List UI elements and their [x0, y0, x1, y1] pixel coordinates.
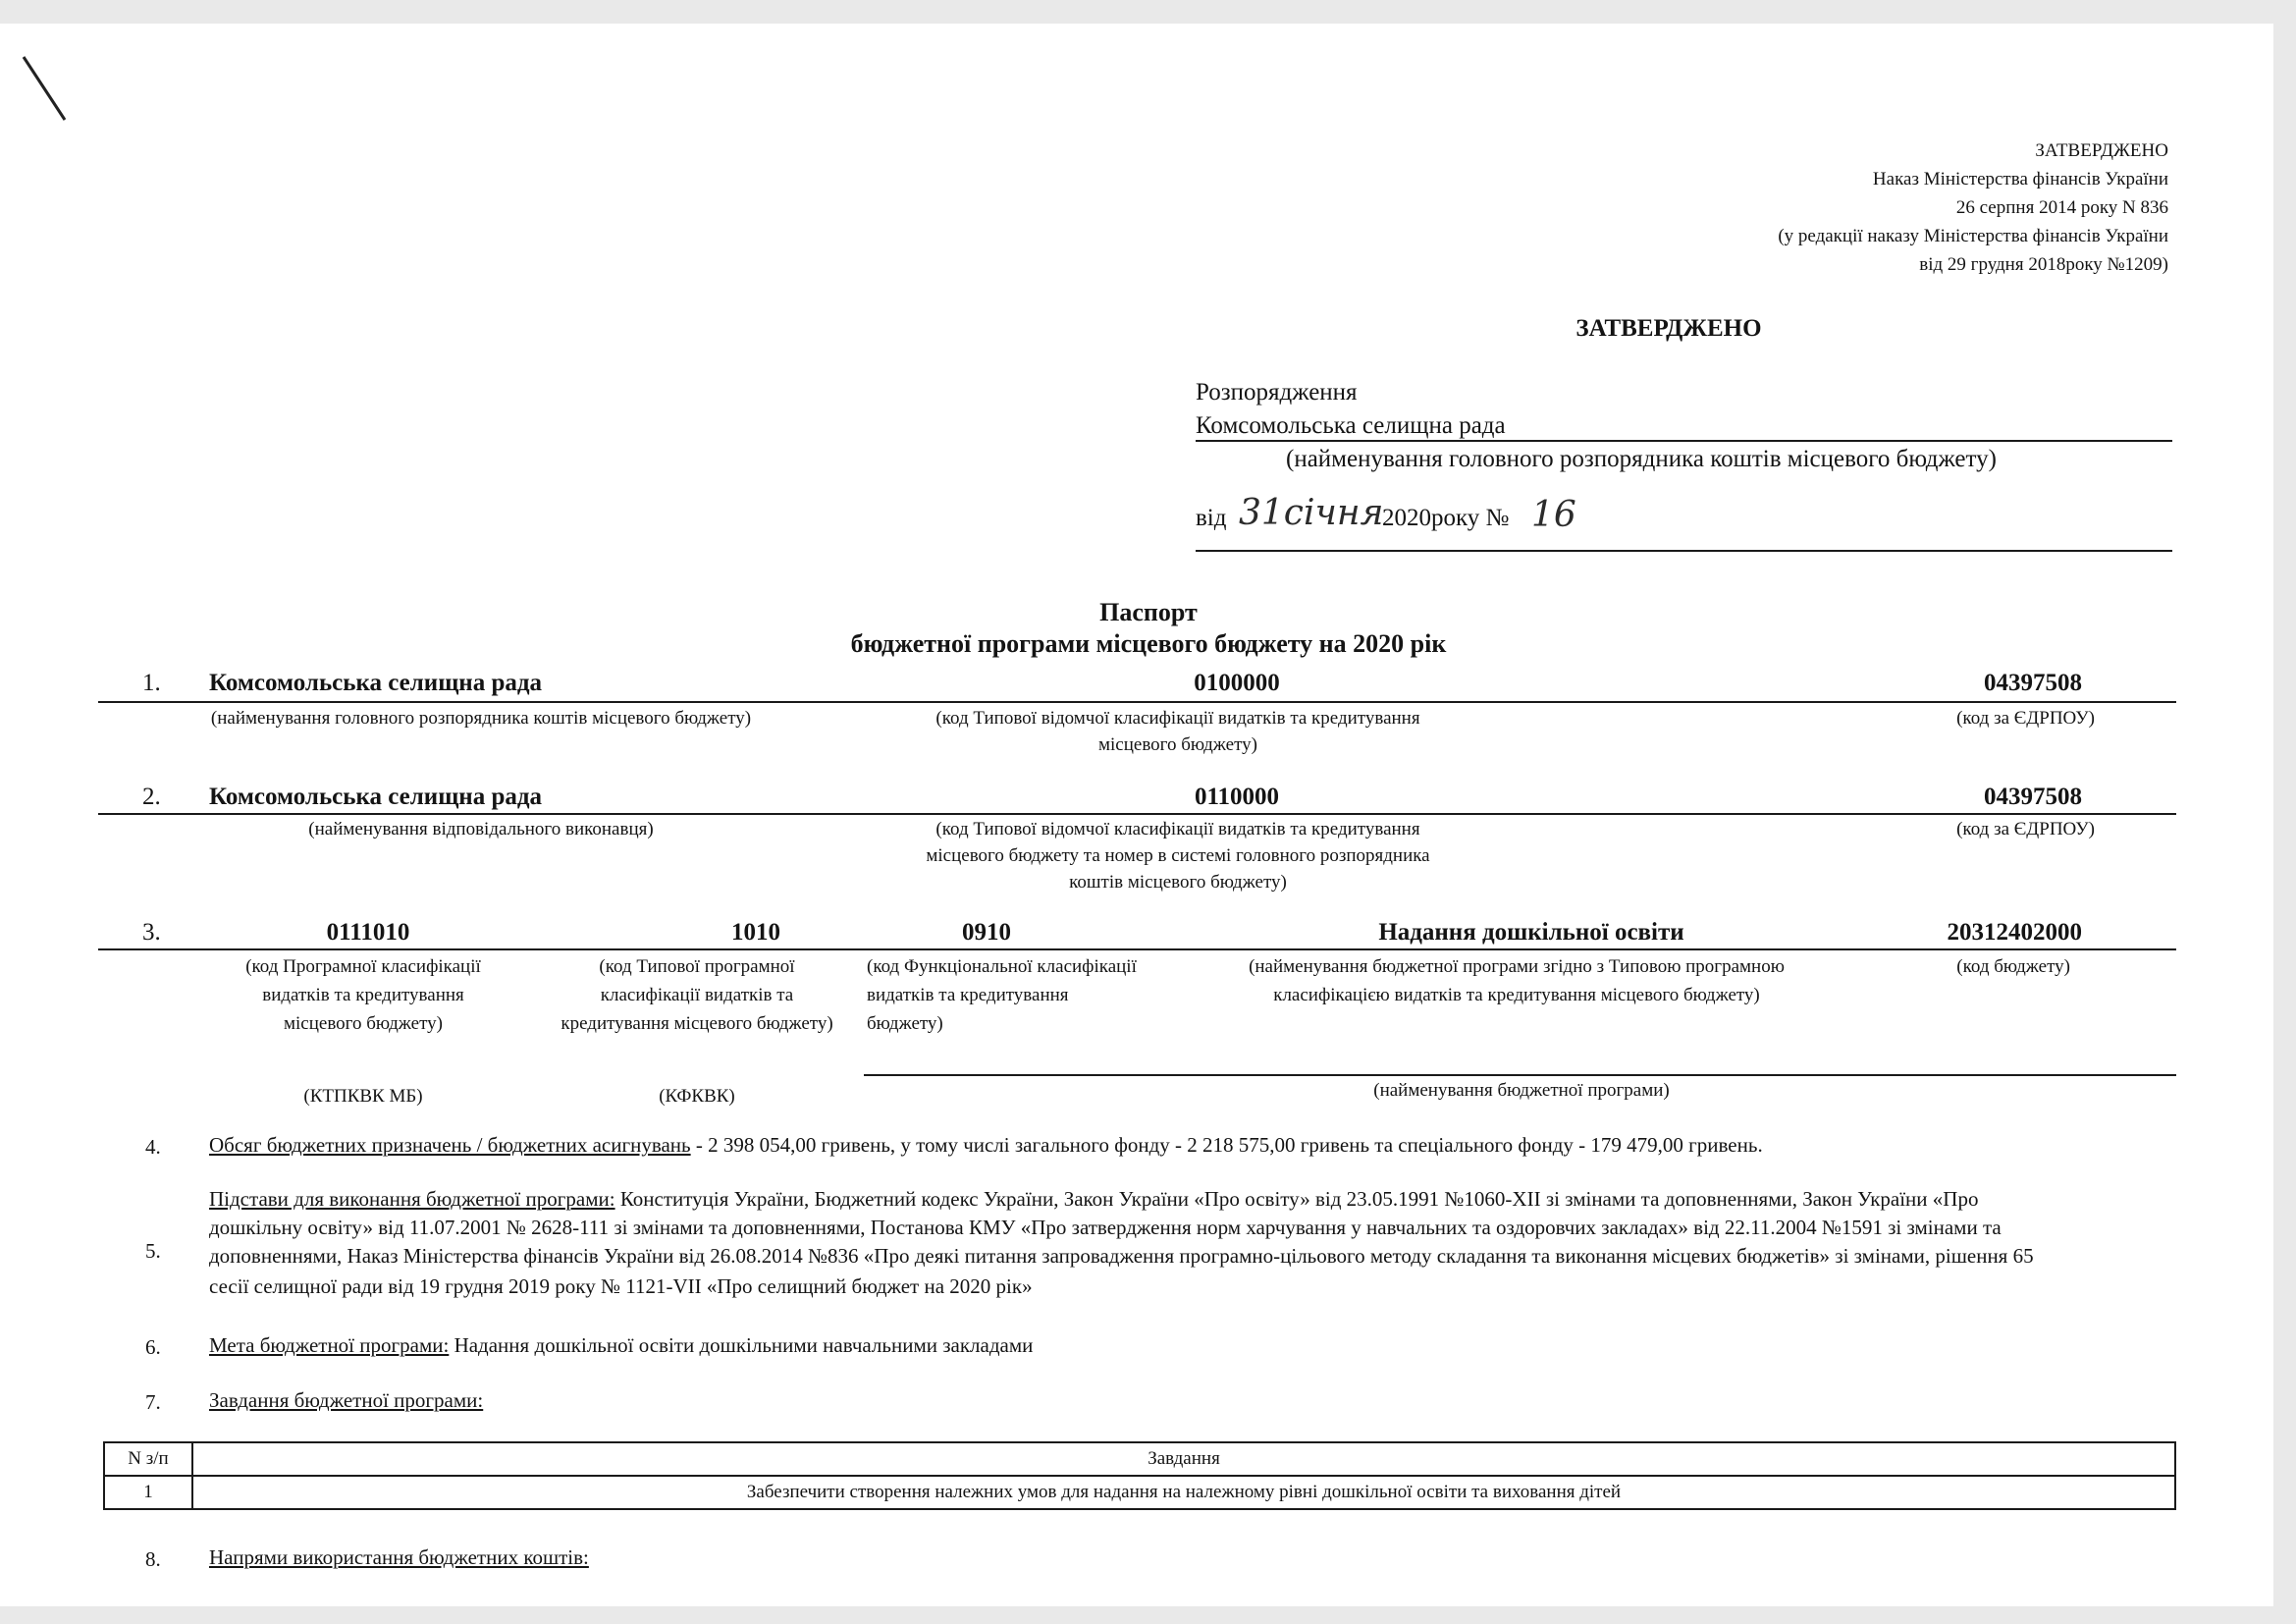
item-3-underline	[98, 948, 2176, 950]
approved-org-caption: (найменування головного розпорядника коштів місцевого бюджету)	[1286, 446, 1997, 472]
item-2-underline	[98, 813, 2176, 815]
approved-date-underline	[1196, 550, 2172, 552]
item-7-label: Завдання бюджетної програми:	[209, 1388, 484, 1412]
scan-edge-right	[2273, 0, 2296, 1624]
item-3-budget-code: 20312402000	[1947, 919, 2082, 946]
approval-line-2: Наказ Міністерства фінансів України	[1872, 169, 2168, 189]
item-5-label: Підстави для виконання бюджетної програми:	[209, 1187, 615, 1211]
item-3-caption-program: (найменування бюджетної програми)	[1373, 1080, 1670, 1101]
item-3-number: 3.	[142, 919, 161, 946]
item-2-caption-edrpou: (код за ЄДРПОУ)	[1956, 819, 2095, 839]
item-4-label: Обсяг бюджетних призначень / бюджетних асигнувань	[209, 1133, 691, 1157]
item-1-caption-code-1: (код Типової відомчої класифікації видатків та кредитування	[935, 708, 1420, 729]
item-1-caption-code-2: місцевого бюджету)	[1097, 734, 1257, 755]
item-8-label: Напрями використання бюджетних коштів:	[209, 1545, 589, 1569]
item-5-line-1	[209, 1185, 1978, 1214]
item-3-func-code: 0910	[962, 919, 1011, 946]
item-3-caption-a-2: видатків та кредитування	[262, 985, 464, 1005]
approval-line-3: 26 серпня 2014 року N 836	[1955, 197, 2168, 218]
item-3-caption-c-1: (код Функціональної класифікації	[867, 956, 1137, 977]
tasks-header-number: N з/п	[104, 1442, 192, 1476]
item-3-caption-b-1: (код Типової програмної	[599, 956, 795, 977]
approved-date-prefix: від	[1196, 505, 1227, 531]
item-6-body	[209, 1331, 1033, 1360]
item-2-caption-code-2: місцевого бюджету та номер в системі головного розпорядника	[926, 845, 1430, 866]
item-4-text: - 2 398 054,00 гривень, у тому числі загального фонду - 2 218 575,00 гривень та спеціального фонду - 179 479,00 гривень.	[690, 1133, 1763, 1157]
item-3-caption-e: (код бюджету)	[1956, 956, 2070, 977]
item-1-underline	[98, 701, 2176, 703]
item-2-edrpou: 04397508	[1984, 784, 2082, 810]
tasks-table-header	[104, 1442, 2175, 1476]
item-3-program-underline	[864, 1074, 2176, 1076]
item-2-code: 0110000	[1194, 784, 1280, 810]
item-5-line-3: доповненнями, Наказ Міністерства фінансів України від 26.08.2014 №836 «Про деякі питання запровадження програмно-цільового методу складання та виконання місцевих бюджетів» зі змінами, рішення 65	[209, 1244, 2034, 1268]
item-5-line-4: сесії селищної ради від 19 грудня 2019 року № 1121-VII «Про селищний бюджет на 2020 рік»	[209, 1274, 1033, 1298]
item-2-caption-code-1: (код Типової відомчої класифікації видатків та кредитування	[935, 819, 1420, 839]
scan-edge-bottom	[0, 1606, 2296, 1624]
approval-line-4: (у редакції наказу Міністерства фінансів України	[1778, 226, 2168, 246]
item-3-caption-a-1: (код Програмної класифікації	[245, 956, 481, 977]
item-1-caption-name: (найменування головного розпорядника коштів місцевого бюджету)	[210, 708, 752, 729]
item-3-caption-c-3: бюджету)	[867, 1013, 943, 1034]
approved-doc-type: Розпорядження	[1196, 379, 1358, 406]
item-1-code: 0100000	[1194, 670, 1280, 696]
item-2-name: Комсомольська селищна рада	[209, 784, 543, 810]
item-2-caption-name: (найменування відповідального виконавця)	[308, 819, 654, 839]
tasks-row-task: Забезпечити створення належних умов для надання на належному рівні дошкільної освіти та виховання дітей	[192, 1476, 2175, 1509]
approval-line-5: від 29 грудня 2018року №1209)	[1919, 254, 2168, 275]
tasks-header-task: Завдання	[192, 1442, 2175, 1476]
item-1-number: 1.	[142, 670, 161, 696]
item-2-number: 2.	[142, 784, 161, 810]
item-3-abbr-b: (КФКВК)	[659, 1086, 735, 1107]
item-3-kfkvk: 1010	[731, 919, 780, 946]
item-1-name: Комсомольська селищна рада	[209, 670, 543, 696]
item-3-caption-b-3: кредитування місцевого бюджету)	[561, 1013, 833, 1034]
item-8-number: 8.	[145, 1547, 161, 1571]
scan-mark-icon	[14, 49, 73, 128]
approval-line-1: ЗАТВЕРДЖЕНО	[2035, 140, 2168, 161]
item-3-program-name: Надання дошкільної освіти	[1378, 919, 1684, 946]
item-5-number: 5.	[145, 1239, 161, 1263]
item-3-caption-c-2: видатків та кредитування	[867, 985, 1069, 1005]
item-6-number: 6.	[145, 1335, 161, 1359]
item-3-caption-d-1: (найменування бюджетної програми згідно з Типовою програмною	[1249, 956, 1785, 977]
item-3-abbr-a: (КТПКВК МБ)	[303, 1086, 423, 1107]
approved-title: ЗАТВЕРДЖЕНО	[1575, 315, 1762, 342]
approved-date-handwritten: 31січня	[1239, 493, 1384, 533]
item-3-caption-d-2: класифікацією видатків та кредитування місцевого бюджету)	[1273, 985, 1760, 1005]
passport-subtitle: бюджетної програми місцевого бюджету на 2020 рік	[850, 629, 1447, 658]
item-1-edrpou: 04397508	[1984, 670, 2082, 696]
item-4-body	[209, 1131, 1763, 1160]
item-3-caption-a-3: місцевого бюджету)	[283, 1013, 443, 1034]
item-7-number: 7.	[145, 1390, 161, 1414]
scan-edge-top	[0, 0, 2296, 24]
approved-number-handwritten: 16	[1531, 495, 1576, 535]
item-5-line-2: дошкільну освіту» від 11.07.2001 № 2628-111 зі змінами та доповненнями, Постанова КМУ «Про затвердження норм харчування у навчальних та оздоровчих закладах» від 22.11.2004 №1591 зі змінами та	[209, 1216, 2002, 1239]
table-row	[104, 1476, 2175, 1509]
item-1-caption-edrpou: (код за ЄДРПОУ)	[1956, 708, 2095, 729]
item-4-number: 4.	[145, 1135, 161, 1159]
approved-org: Комсомольська селищна рада	[1196, 412, 1506, 439]
item-3-caption-b-2: класифікації видатків та	[600, 985, 794, 1005]
tasks-row-number: 1	[104, 1476, 192, 1509]
item-3-ktpkvk: 0111010	[326, 919, 410, 946]
approved-date-suffix: 2020року №	[1382, 505, 1510, 531]
passport-title: Паспорт	[1099, 598, 1198, 626]
item-6-label: Мета бюджетної програми:	[209, 1333, 450, 1357]
item-6-text: Надання дошкільної освіти дошкільними навчальними закладами	[449, 1333, 1034, 1357]
tasks-table	[103, 1441, 2176, 1510]
item-2-caption-code-3: коштів місцевого бюджету)	[1069, 872, 1287, 893]
item-5-text-1: Конституція України, Бюджетний кодекс України, Закон України «Про освіту» від 23.05.1991 №1060-XII зі змінами та доповненнями, Закон України «Про	[614, 1187, 1979, 1211]
approved-org-underline	[1196, 440, 2172, 442]
